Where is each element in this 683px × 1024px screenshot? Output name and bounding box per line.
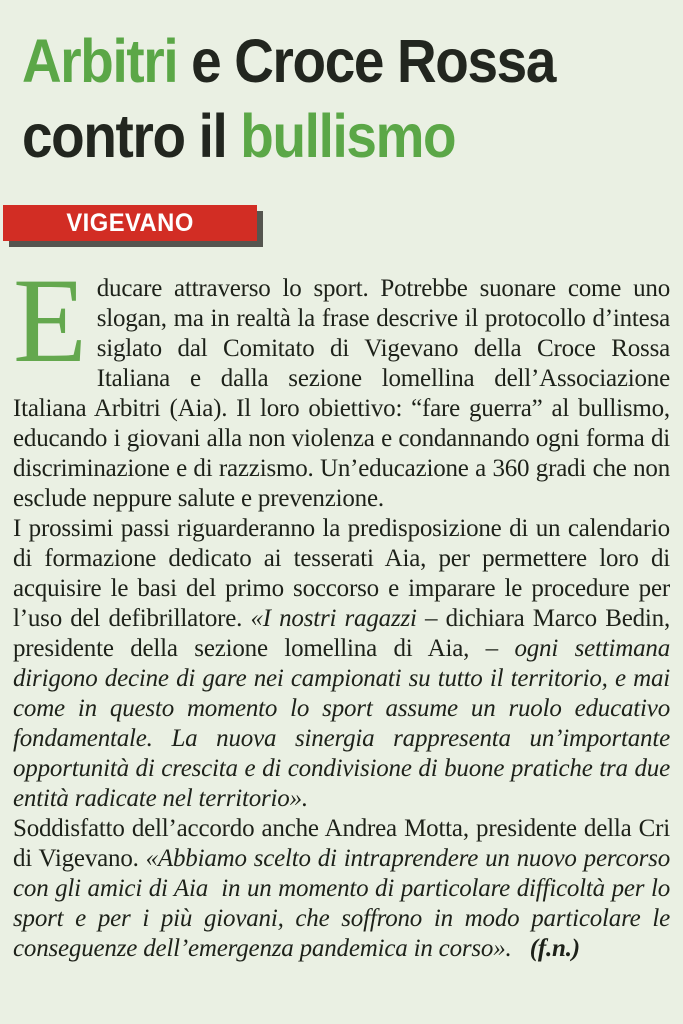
paragraph-3 — [13, 814, 670, 964]
text-segment: – dichiara Marco Bedin, presidente della sezione lomellina di Aia, – — [13, 605, 670, 662]
text-segment: «Abbiamo scelto di intraprendere un nuovo percorso con gli amici di Aia in un momento di particolare difficoltà per lo sport e per i più giovani, che soffrono in modo particolare le conseguenze dell’emergenza pandemica in corso». — [13, 845, 670, 962]
text-segment: bullismo — [240, 102, 456, 170]
paragraph-1 — [13, 254, 670, 514]
location-badge — [3, 205, 257, 241]
dropcap: E — [13, 254, 87, 388]
text-segment: e Croce Rossa — [177, 27, 556, 95]
text-segment: ducare attraverso lo sport. Potrebbe suonare come uno slogan, ma in realtà la frase descrive il protocollo d’intesa siglato dal Comitato di Vigevano della Croce Rossa Italiana e dalla sezione lomellina dell’Associazione Italiana Arbitri (Aia). Il loro obiettivo: “fare guerra” al bullismo, educando i giovani alla non violenza e condannando ogni forma di discriminazione e di razzismo. Un’educazione a 360 gradi che non esclude neppure salute e prevenzione. — [13, 275, 670, 512]
headline — [0, 24, 683, 174]
headline-line-2 — [22, 99, 617, 174]
text-segment: Arbitri — [22, 27, 178, 95]
article-body — [13, 254, 670, 964]
paragraph-2 — [13, 514, 670, 814]
text-segment: Soddisfatto dell’accordo anche Andrea Motta, presidente della Cri di Vigevano. — [13, 815, 670, 872]
headline-line-1 — [22, 24, 617, 99]
text-segment: contro il — [22, 102, 241, 170]
text-segment: ogni settimana dirigono decine di gare nei campionati su tutto il territorio, e mai come in questo momento lo sport assume un ruolo educativo fondamentale. La nuova sinergia rappresenta un’importante opportunità di crescita e di condivisione di buone pratiche tra due entità radicate nel territorio». — [13, 635, 670, 812]
text-segment: (f.n.) — [511, 935, 580, 962]
text-segment: «I nostri ragazzi — [250, 605, 417, 632]
text-segment: I prossimi passi riguarderanno la predisposizione di un calendario di formazione dedicato ai tesserati Aia, per permettere loro di acquisire le basi del primo soccorso e imparare le procedure per l’uso del defibrillatore. — [13, 515, 670, 632]
location-badge-label: VIGEVANO — [66, 208, 194, 237]
